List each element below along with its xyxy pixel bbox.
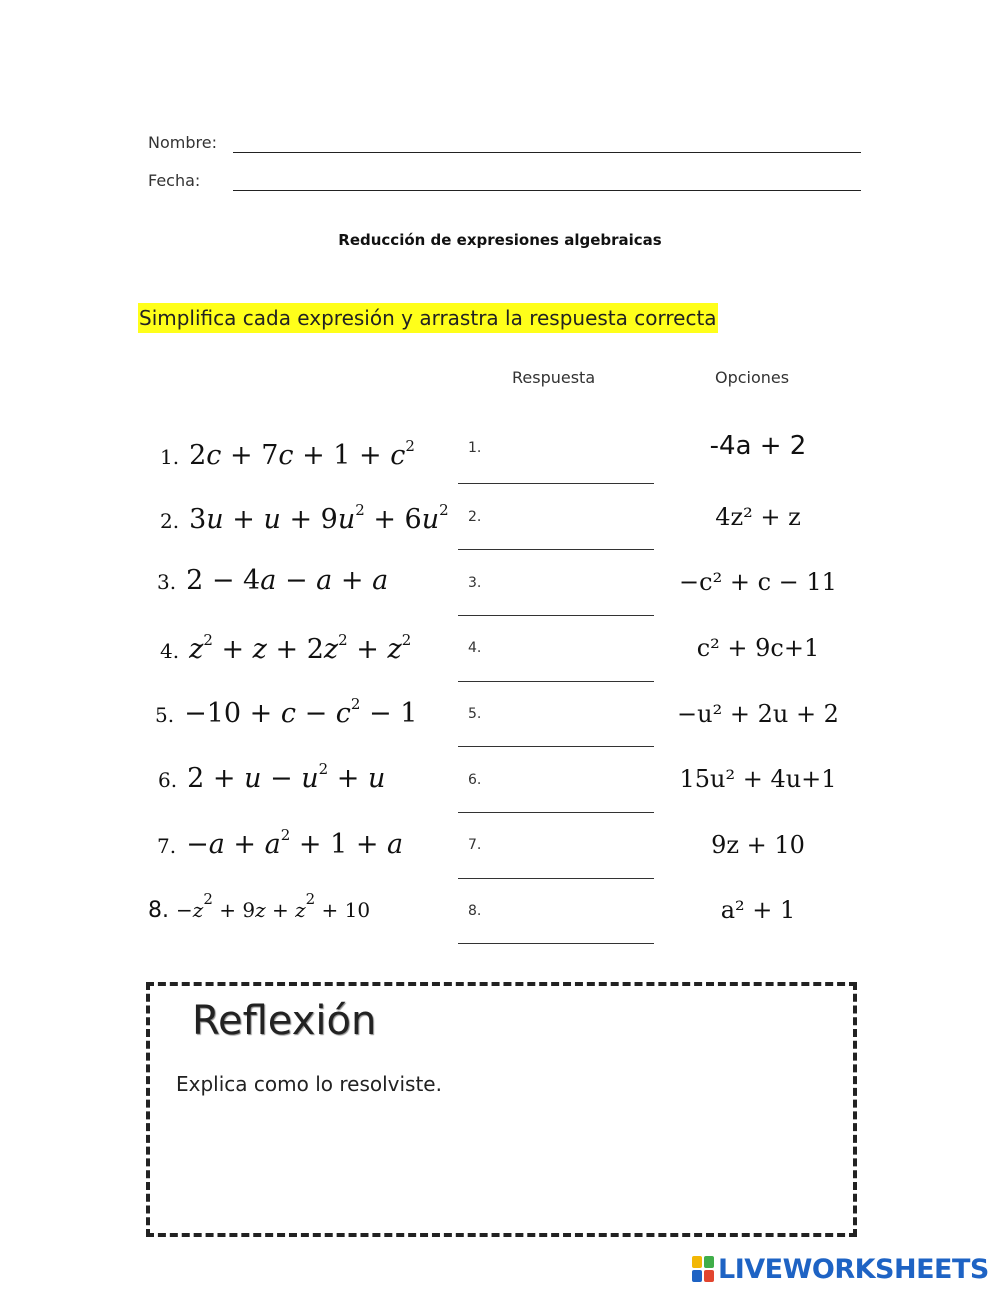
liveworksheets-logo: [692, 1252, 989, 1286]
options-column-header: Opciones: [715, 368, 790, 387]
answer-drop-slot-5[interactable]: [458, 746, 654, 747]
exercise-3: 3. 2 − 4a − a + a: [157, 565, 389, 596]
exercise-4: 4. $z^2 + z + 2z^2 + z^2$: [160, 631, 412, 665]
date-field-line[interactable]: [233, 190, 861, 191]
exercise-number: 6.: [158, 768, 178, 792]
answer-slot-number: 3.: [468, 575, 482, 591]
reflection-title: Reflexión: [192, 998, 377, 1044]
answer-slot-number: 8.: [468, 903, 482, 919]
answer-slot-number: 5.: [468, 706, 482, 722]
answer-drop-slot-4[interactable]: [458, 681, 654, 682]
exercise-number: 7.: [157, 834, 177, 858]
exercise-7: 7. $-a + a^2 + 1 + a$: [157, 826, 404, 860]
exercise-number: 4.: [160, 639, 180, 663]
option-draggable[interactable]: 4z² + z: [715, 503, 801, 531]
answer-drop-slot-8[interactable]: [458, 943, 654, 944]
exercise-5: 5. $-10 + c - c^2 - 1$: [155, 695, 418, 729]
answer-drop-slot-6[interactable]: [458, 812, 654, 813]
answer-slot-number: 2.: [468, 509, 482, 525]
answer-drop-slot-2[interactable]: [458, 549, 654, 550]
page-title: Reducción de expresiones algebraicas: [338, 231, 662, 249]
logo-square: [692, 1256, 702, 1268]
option-draggable[interactable]: 15u² + 4u+1: [679, 765, 837, 793]
exercise-number: 8.: [148, 898, 169, 923]
option-draggable[interactable]: c² + 9c+1: [696, 634, 820, 662]
date-label: Fecha:: [148, 171, 201, 190]
instruction-highlight: Simplifica cada expresión y arrastra la respuesta correcta: [138, 303, 718, 333]
option-draggable[interactable]: 9z + 10: [711, 831, 805, 859]
option-draggable[interactable]: −c² + c − 11: [679, 568, 837, 596]
logo-square: [704, 1256, 714, 1268]
name-label: Nombre:: [148, 133, 217, 152]
option-draggable[interactable]: -4a + 2: [709, 431, 807, 461]
exercise-2: 2. $3u + u + 9u^2 + 6u^2$: [160, 501, 449, 535]
exercise-6: 6. $2 + u - u^2 + u$: [158, 760, 386, 794]
answer-slot-number: 6.: [468, 772, 482, 788]
exercise-1: 1. $2c + 7c + 1 + c^2$: [160, 437, 415, 471]
exercise-number: 5.: [155, 703, 175, 727]
answer-slot-number: 7.: [468, 837, 482, 853]
logo-square: [704, 1270, 714, 1282]
answer-drop-slot-3[interactable]: [458, 615, 654, 616]
answer-slot-number: 4.: [468, 640, 482, 656]
answer-slot-number: 1.: [468, 440, 482, 456]
option-draggable[interactable]: −u² + 2u + 2: [677, 700, 839, 728]
option-draggable[interactable]: a² + 1: [720, 896, 796, 924]
exercise-number: 2.: [160, 509, 180, 533]
logo-square: [692, 1270, 702, 1282]
exercise-number: 1.: [160, 445, 180, 469]
logo-text: LIVEWORKSHEETS: [718, 1253, 989, 1285]
exercise-8: 8. $-z^2 + 9z + z^2 + 10$: [148, 890, 371, 923]
liveworksheets-logo-icon: [692, 1256, 714, 1282]
answer-column-header: Respuesta: [512, 368, 596, 387]
name-field-line[interactable]: [233, 152, 861, 153]
answer-drop-slot-1[interactable]: [458, 483, 654, 484]
answer-drop-slot-7[interactable]: [458, 878, 654, 879]
reflection-prompt: Explica como lo resolviste.: [176, 1072, 442, 1096]
exercise-number: 3.: [157, 570, 177, 594]
